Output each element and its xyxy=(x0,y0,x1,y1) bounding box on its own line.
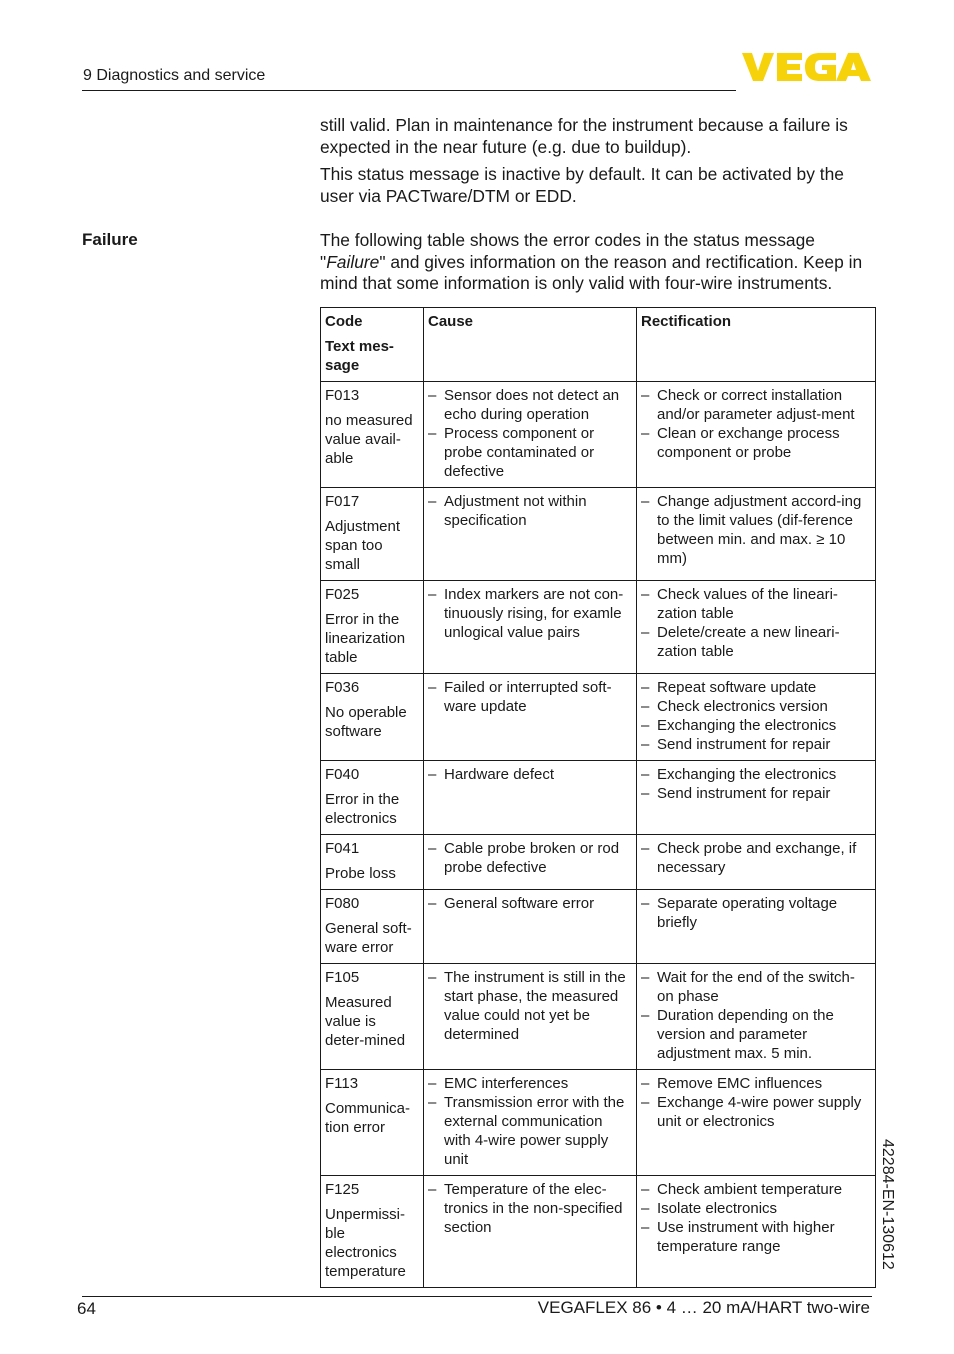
rectification-cell xyxy=(637,761,876,835)
cause-list xyxy=(428,1180,632,1237)
rectification-list xyxy=(641,839,871,877)
code-cell xyxy=(321,1070,424,1176)
rectification-list xyxy=(641,894,871,932)
cause-list xyxy=(428,1074,632,1169)
footer-document-title: VEGAFLEX 86 • 4 … 20 mA/HART two-wire xyxy=(537,1298,870,1317)
rectification-item: – Change adjustment accord-ing to the limit values (dif-ference between min. and max. ≥ 10 mm) xyxy=(641,492,871,568)
rectification-item: – Check probe and exchange, if necessary xyxy=(641,839,871,877)
cause-cell xyxy=(424,890,637,964)
cause-item: – Index markers are not con-tinuously rising, for examle unlogical value pairs xyxy=(428,585,632,642)
table-row xyxy=(321,1176,876,1288)
rectification-item: – Exchanging the electronics xyxy=(641,716,871,735)
cause-item: – Adjustment not within specification xyxy=(428,492,632,530)
rectification-cell xyxy=(637,890,876,964)
error-text-message: Error in the electronics xyxy=(325,791,400,827)
error-code: F041 xyxy=(325,840,360,857)
header-code: Code xyxy=(325,313,363,330)
error-code-table xyxy=(320,307,876,1288)
cause-list xyxy=(428,894,632,913)
rectification-item: – Check electronics version xyxy=(641,697,871,716)
rectification-cell xyxy=(637,835,876,890)
cause-item: – EMC interferences xyxy=(428,1074,632,1093)
table-header-row xyxy=(321,308,876,382)
failure-text-before: The following table shows the error codes in the status message " xyxy=(320,230,815,272)
cause-cell xyxy=(424,488,637,581)
error-text-message: no measured value avail-able xyxy=(325,412,413,467)
error-code: F025 xyxy=(325,586,360,603)
error-text-message: General soft-ware error xyxy=(325,920,412,956)
rectification-list xyxy=(641,492,871,568)
code-cell xyxy=(321,488,424,581)
code-cell xyxy=(321,835,424,890)
cause-cell xyxy=(424,674,637,761)
rectification-cell xyxy=(637,488,876,581)
error-code: F125 xyxy=(325,1181,360,1198)
cause-cell xyxy=(424,581,637,674)
cause-item: – General software error xyxy=(428,894,632,913)
code-cell xyxy=(321,964,424,1070)
rectification-item: – Check or correct installation and/or parameter adjust-ment xyxy=(641,386,871,424)
code-cell xyxy=(321,890,424,964)
footer-divider xyxy=(82,1296,872,1297)
table-row xyxy=(321,488,876,581)
cause-list xyxy=(428,492,632,530)
rectification-item: – Check ambient temperature xyxy=(641,1180,871,1199)
code-cell xyxy=(321,581,424,674)
table-row xyxy=(321,1070,876,1176)
table-body xyxy=(321,382,876,1288)
error-code: F113 xyxy=(325,1075,359,1092)
error-code: F036 xyxy=(325,679,360,696)
error-text-message: Probe loss xyxy=(325,865,396,882)
intro-paragraph-1: still valid. Plan in maintenance for the instrument because a failure is expected in the near future (e.g. due to buildup). xyxy=(320,115,848,157)
rectification-cell xyxy=(637,581,876,674)
error-text-message: No operable software xyxy=(325,704,407,740)
rectification-item: – Wait for the end of the switch-on phase xyxy=(641,968,871,1006)
cause-item: – Transmission error with the external communication with 4-wire power supply unit xyxy=(428,1093,632,1169)
table-row xyxy=(321,581,876,674)
document-id: 42284-EN-130612 xyxy=(879,1139,896,1270)
failure-text-after: " and gives information on the reason and rectification. Keep in mind that some information is only valid with four-wire instruments. xyxy=(320,251,863,293)
cause-item: – Cable probe broken or rod probe defective xyxy=(428,839,632,877)
cause-item: – Failed or interrupted soft-ware update xyxy=(428,678,632,716)
cause-item: – Process component or probe contaminated or defective xyxy=(428,424,632,481)
cause-item: – Sensor does not detect an echo during operation xyxy=(428,386,632,424)
error-code: F040 xyxy=(325,766,360,783)
cause-item: – Temperature of the elec-tronics in the non-specified section xyxy=(428,1180,632,1237)
error-code: F105 xyxy=(325,969,360,986)
header-rectification: Rectification xyxy=(637,308,876,382)
rectification-cell xyxy=(637,674,876,761)
rectification-list xyxy=(641,1180,871,1256)
rectification-item: – Send instrument for repair xyxy=(641,784,871,803)
rectification-cell xyxy=(637,964,876,1070)
code-cell xyxy=(321,382,424,488)
cause-cell xyxy=(424,964,637,1070)
cause-item: – Hardware defect xyxy=(428,765,632,784)
rectification-cell xyxy=(637,1176,876,1288)
rectification-item: – Exchange 4-wire power supply unit or electronics xyxy=(641,1093,871,1131)
rectification-item: – Isolate electronics xyxy=(641,1199,871,1218)
header-text-message: Text mes-sage xyxy=(325,338,394,374)
cause-cell xyxy=(424,761,637,835)
error-text-message: Adjustment span too small xyxy=(325,518,401,573)
error-code: F080 xyxy=(325,895,360,912)
rectification-item: – Separate operating voltage briefly xyxy=(641,894,871,932)
rectification-list xyxy=(641,678,871,754)
rectification-item: – Clean or exchange process component or probe xyxy=(641,424,871,462)
vega-logo xyxy=(742,52,872,82)
header-divider xyxy=(82,90,736,91)
rectification-list xyxy=(641,386,871,462)
rectification-list xyxy=(641,585,871,661)
table-row xyxy=(321,674,876,761)
rectification-item: – Check values of the lineari-zation table xyxy=(641,585,871,623)
cause-cell xyxy=(424,835,637,890)
table-row xyxy=(321,964,876,1070)
rectification-item: – Duration depending on the version and parameter adjustment max. 5 min. xyxy=(641,1006,871,1063)
error-text-message: Error in the linearization table xyxy=(325,611,406,666)
code-cell xyxy=(321,761,424,835)
error-text-message: Measured value is deter-mined xyxy=(325,994,406,1049)
cause-list xyxy=(428,585,632,642)
intro-paragraph-2: This status message is inactive by default. It can be activated by the user via PACTware/DTM or EDD. xyxy=(320,164,844,206)
error-text-message: Communica-tion error xyxy=(325,1100,411,1136)
rectification-list xyxy=(641,968,871,1063)
header-section-title: 9 Diagnostics and service xyxy=(83,67,266,84)
error-code: F017 xyxy=(325,493,360,510)
failure-text-italic: Failure xyxy=(326,251,380,272)
error-code: F013 xyxy=(325,387,360,404)
cause-cell xyxy=(424,382,637,488)
table-row xyxy=(321,835,876,890)
cause-cell xyxy=(424,1176,637,1288)
failure-description xyxy=(320,230,876,295)
table-row xyxy=(321,761,876,835)
error-text-message: Unpermissi-ble electronics temperature xyxy=(325,1206,406,1280)
rectification-cell xyxy=(637,1070,876,1176)
failure-heading: Failure xyxy=(82,230,138,249)
rectification-list xyxy=(641,765,871,803)
rectification-cell xyxy=(637,382,876,488)
rectification-item: – Send instrument for repair xyxy=(641,735,871,754)
rectification-item: – Repeat software update xyxy=(641,678,871,697)
cause-list xyxy=(428,386,632,481)
rectification-item: – Exchanging the electronics xyxy=(641,765,871,784)
cause-list xyxy=(428,765,632,784)
cause-list xyxy=(428,839,632,877)
cause-item: – The instrument is still in the start phase, the measured value could not yet be determined xyxy=(428,968,632,1044)
page-number: 64 xyxy=(77,1299,96,1318)
code-cell xyxy=(321,674,424,761)
rectification-list xyxy=(641,1074,871,1131)
table-row xyxy=(321,382,876,488)
header-code-cell xyxy=(321,308,424,382)
code-cell xyxy=(321,1176,424,1288)
cause-list xyxy=(428,678,632,716)
rectification-item: – Delete/create a new lineari-zation table xyxy=(641,623,871,661)
table-row xyxy=(321,890,876,964)
cause-list xyxy=(428,968,632,1044)
header-cause: Cause xyxy=(424,308,637,382)
rectification-item: – Remove EMC influences xyxy=(641,1074,871,1093)
rectification-item: – Use instrument with higher temperature range xyxy=(641,1218,871,1256)
cause-cell xyxy=(424,1070,637,1176)
